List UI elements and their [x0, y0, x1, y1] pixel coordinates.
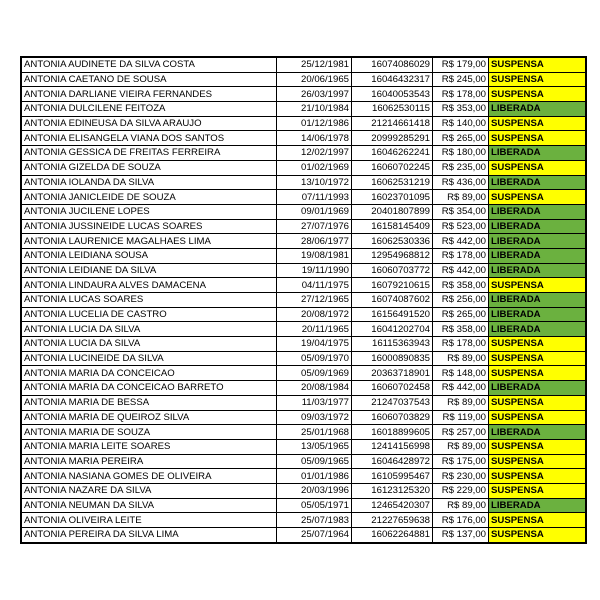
table-row [22, 146, 586, 161]
name-cell: ANTONIA MARIA DE BESSA [22, 395, 277, 410]
table-row [22, 410, 586, 425]
table-row [22, 116, 586, 131]
status-cell: LIBERADA [489, 263, 586, 278]
amount-cell: R$ 179,00 [433, 58, 489, 73]
birth-date-cell: 19/08/1981 [277, 248, 352, 263]
code-cell: 16060702245 [352, 160, 433, 175]
name-cell: ANTONIA MARIA DE QUEIROZ SILVA [22, 410, 277, 425]
name-cell: ANTONIA MARIA PEREIRA [22, 454, 277, 469]
amount-cell: R$ 89,00 [433, 351, 489, 366]
amount-cell: R$ 175,00 [433, 454, 489, 469]
amount-cell: R$ 245,00 [433, 72, 489, 87]
birth-date-cell: 19/11/1990 [277, 263, 352, 278]
amount-cell: R$ 178,00 [433, 248, 489, 263]
status-cell: SUSPENSA [489, 395, 586, 410]
status-cell: LIBERADA [489, 175, 586, 190]
birth-date-cell: 05/09/1970 [277, 351, 352, 366]
amount-cell: R$ 137,00 [433, 528, 489, 543]
name-cell: ANTONIA GIZELDA DE SOUZA [22, 160, 277, 175]
amount-cell: R$ 229,00 [433, 483, 489, 498]
code-cell: 16062530336 [352, 234, 433, 249]
table-row [22, 498, 586, 513]
table-row [22, 219, 586, 234]
birth-date-cell: 28/06/1977 [277, 234, 352, 249]
amount-cell: R$ 235,00 [433, 160, 489, 175]
status-cell: SUSPENSA [489, 337, 586, 352]
birth-date-cell: 14/06/1978 [277, 131, 352, 146]
birth-date-cell: 26/03/1997 [277, 87, 352, 102]
status-cell: SUSPENSA [489, 190, 586, 205]
status-cell: LIBERADA [489, 498, 586, 513]
table-frame [20, 56, 587, 544]
name-cell: ANTONIA AUDINETE DA SILVA COSTA [22, 58, 277, 73]
name-cell: ANTONIA LAURENICE MAGALHAES LIMA [22, 234, 277, 249]
code-cell: 16040053543 [352, 87, 433, 102]
birth-date-cell: 20/03/1996 [277, 483, 352, 498]
amount-cell: R$ 265,00 [433, 307, 489, 322]
status-cell: LIBERADA [489, 219, 586, 234]
amount-cell: R$ 89,00 [433, 395, 489, 410]
code-cell: 16023701095 [352, 190, 433, 205]
birth-date-cell: 25/07/1964 [277, 528, 352, 543]
name-cell: ANTONIA LEIDIANE DA SILVA [22, 263, 277, 278]
table-row [22, 337, 586, 352]
amount-cell: R$ 436,00 [433, 175, 489, 190]
name-cell: ANTONIA JUSSINEIDE LUCAS SOARES [22, 219, 277, 234]
birth-date-cell: 25/12/1981 [277, 58, 352, 73]
status-cell: SUSPENSA [489, 528, 586, 543]
status-cell: SUSPENSA [489, 116, 586, 131]
amount-cell: R$ 180,00 [433, 146, 489, 161]
code-cell: 21247037543 [352, 395, 433, 410]
code-cell: 12465420307 [352, 498, 433, 513]
spreadsheet [20, 56, 584, 547]
amount-cell: R$ 89,00 [433, 439, 489, 454]
table-row [22, 263, 586, 278]
status-cell: SUSPENSA [489, 469, 586, 484]
birth-date-cell: 20/11/1965 [277, 322, 352, 337]
code-cell: 16046262241 [352, 146, 433, 161]
name-cell: ANTONIA DARLIANE VIEIRA FERNANDES [22, 87, 277, 102]
birth-date-cell: 01/12/1986 [277, 116, 352, 131]
amount-cell: R$ 442,00 [433, 381, 489, 396]
status-cell: LIBERADA [489, 146, 586, 161]
status-cell: SUSPENSA [489, 351, 586, 366]
status-cell: LIBERADA [489, 425, 586, 440]
amount-cell: R$ 89,00 [433, 498, 489, 513]
name-cell: ANTONIA NAZARE DA SILVA [22, 483, 277, 498]
birth-date-cell: 07/11/1993 [277, 190, 352, 205]
name-cell: ANTONIA LEIDIANA SOUSA [22, 248, 277, 263]
birth-date-cell: 04/11/1975 [277, 278, 352, 293]
table-row [22, 439, 586, 454]
name-cell: ANTONIA GESSICA DE FREITAS FERREIRA [22, 146, 277, 161]
table-body [22, 58, 586, 543]
amount-cell: R$ 119,00 [433, 410, 489, 425]
data-table [21, 57, 586, 543]
table-row [22, 204, 586, 219]
birth-date-cell: 01/02/1969 [277, 160, 352, 175]
code-cell: 16041202704 [352, 322, 433, 337]
name-cell: ANTONIA IOLANDA DA SILVA [22, 175, 277, 190]
code-cell: 12954968812 [352, 248, 433, 263]
birth-date-cell: 13/10/1972 [277, 175, 352, 190]
birth-date-cell: 05/09/1965 [277, 454, 352, 469]
table-row [22, 160, 586, 175]
table-row [22, 190, 586, 205]
name-cell: ANTONIA MARIA DE SOUZA [22, 425, 277, 440]
birth-date-cell: 20/08/1984 [277, 381, 352, 396]
code-cell: 21227659638 [352, 513, 433, 528]
birth-date-cell: 20/08/1972 [277, 307, 352, 322]
birth-date-cell: 19/04/1975 [277, 337, 352, 352]
name-cell: ANTONIA CAETANO DE SOUSA [22, 72, 277, 87]
code-cell: 16060703829 [352, 410, 433, 425]
table-row [22, 469, 586, 484]
birth-date-cell: 11/03/1977 [277, 395, 352, 410]
amount-cell: R$ 140,00 [433, 116, 489, 131]
name-cell: ANTONIA OLIVEIRA LEITE [22, 513, 277, 528]
amount-cell: R$ 354,00 [433, 204, 489, 219]
status-cell: SUSPENSA [489, 58, 586, 73]
name-cell: ANTONIA NEUMAN DA SILVA [22, 498, 277, 513]
name-cell: ANTONIA JANICLEIDE DE SOUZA [22, 190, 277, 205]
name-cell: ANTONIA NASIANA GOMES DE OLIVEIRA [22, 469, 277, 484]
code-cell: 20999285291 [352, 131, 433, 146]
table-row [22, 307, 586, 322]
code-cell: 16105995467 [352, 469, 433, 484]
table-row [22, 87, 586, 102]
code-cell: 16074087602 [352, 293, 433, 308]
code-cell: 21214661418 [352, 116, 433, 131]
table-row [22, 72, 586, 87]
status-cell: SUSPENSA [489, 87, 586, 102]
name-cell: ANTONIA LUCELIA DE CASTRO [22, 307, 277, 322]
table-row [22, 454, 586, 469]
status-cell: LIBERADA [489, 234, 586, 249]
name-cell: ANTONIA LUCAS SOARES [22, 293, 277, 308]
table-row [22, 102, 586, 117]
status-cell: LIBERADA [489, 102, 586, 117]
table-row [22, 381, 586, 396]
birth-date-cell: 21/10/1984 [277, 102, 352, 117]
amount-cell: R$ 358,00 [433, 278, 489, 293]
status-cell: SUSPENSA [489, 483, 586, 498]
table-row [22, 175, 586, 190]
code-cell: 16123125320 [352, 483, 433, 498]
birth-date-cell: 05/05/1971 [277, 498, 352, 513]
code-cell: 16074086029 [352, 58, 433, 73]
code-cell: 16115363943 [352, 337, 433, 352]
name-cell: ANTONIA MARIA DA CONCEICAO [22, 366, 277, 381]
table-row [22, 58, 586, 73]
amount-cell: R$ 358,00 [433, 322, 489, 337]
status-cell: LIBERADA [489, 204, 586, 219]
table-row [22, 395, 586, 410]
status-cell: LIBERADA [489, 248, 586, 263]
birth-date-cell: 01/01/1986 [277, 469, 352, 484]
name-cell: ANTONIA PEREIRA DA SILVA LIMA [22, 528, 277, 543]
code-cell: 20363718901 [352, 366, 433, 381]
status-cell: SUSPENSA [489, 278, 586, 293]
table-row [22, 278, 586, 293]
name-cell: ANTONIA DULCILENE FEITOZA [22, 102, 277, 117]
code-cell: 16158145409 [352, 219, 433, 234]
table-row [22, 293, 586, 308]
birth-date-cell: 05/09/1969 [277, 366, 352, 381]
table-row [22, 234, 586, 249]
table-row [22, 322, 586, 337]
birth-date-cell: 09/03/1972 [277, 410, 352, 425]
name-cell: ANTONIA JUCILENE LOPES [22, 204, 277, 219]
code-cell: 16046428972 [352, 454, 433, 469]
birth-date-cell: 20/06/1965 [277, 72, 352, 87]
name-cell: ANTONIA LINDAURA ALVES DAMACENA [22, 278, 277, 293]
table-row [22, 513, 586, 528]
code-cell: 16060702458 [352, 381, 433, 396]
status-cell: LIBERADA [489, 307, 586, 322]
birth-date-cell: 27/12/1965 [277, 293, 352, 308]
status-cell: SUSPENSA [489, 410, 586, 425]
status-cell: SUSPENSA [489, 439, 586, 454]
amount-cell: R$ 148,00 [433, 366, 489, 381]
code-cell: 16060703772 [352, 263, 433, 278]
table-row [22, 131, 586, 146]
amount-cell: R$ 257,00 [433, 425, 489, 440]
amount-cell: R$ 178,00 [433, 337, 489, 352]
table-row [22, 528, 586, 543]
amount-cell: R$ 442,00 [433, 234, 489, 249]
code-cell: 16018899605 [352, 425, 433, 440]
name-cell: ANTONIA LUCINEIDE DA SILVA [22, 351, 277, 366]
table-row [22, 351, 586, 366]
code-cell: 16079210615 [352, 278, 433, 293]
name-cell: ANTONIA ELISANGELA VIANA DOS SANTOS [22, 131, 277, 146]
status-cell: SUSPENSA [489, 454, 586, 469]
status-cell: SUSPENSA [489, 513, 586, 528]
birth-date-cell: 13/05/1965 [277, 439, 352, 454]
amount-cell: R$ 230,00 [433, 469, 489, 484]
birth-date-cell: 25/01/1968 [277, 425, 352, 440]
birth-date-cell: 25/07/1983 [277, 513, 352, 528]
table-row [22, 248, 586, 263]
table-row [22, 425, 586, 440]
status-cell: LIBERADA [489, 381, 586, 396]
name-cell: ANTONIA MARIA LEITE SOARES [22, 439, 277, 454]
status-cell: SUSPENSA [489, 366, 586, 381]
amount-cell: R$ 256,00 [433, 293, 489, 308]
birth-date-cell: 12/02/1997 [277, 146, 352, 161]
code-cell: 12414156998 [352, 439, 433, 454]
name-cell: ANTONIA MARIA DA CONCEICAO BARRETO [22, 381, 277, 396]
status-cell: SUSPENSA [489, 72, 586, 87]
table-row [22, 483, 586, 498]
status-cell: SUSPENSA [489, 160, 586, 175]
amount-cell: R$ 265,00 [433, 131, 489, 146]
amount-cell: R$ 176,00 [433, 513, 489, 528]
table-row [22, 366, 586, 381]
amount-cell: R$ 523,00 [433, 219, 489, 234]
amount-cell: R$ 442,00 [433, 263, 489, 278]
amount-cell: R$ 353,00 [433, 102, 489, 117]
name-cell: ANTONIA EDINEUSA DA SILVA ARAUJO [22, 116, 277, 131]
status-cell: LIBERADA [489, 293, 586, 308]
status-cell: SUSPENSA [489, 131, 586, 146]
code-cell: 16046432317 [352, 72, 433, 87]
code-cell: 16062530115 [352, 102, 433, 117]
name-cell: ANTONIA LUCIA DA SILVA [22, 337, 277, 352]
code-cell: 16000890835 [352, 351, 433, 366]
code-cell: 16062264881 [352, 528, 433, 543]
amount-cell: R$ 89,00 [433, 190, 489, 205]
birth-date-cell: 09/01/1969 [277, 204, 352, 219]
code-cell: 20401807899 [352, 204, 433, 219]
birth-date-cell: 27/07/1976 [277, 219, 352, 234]
code-cell: 16156491520 [352, 307, 433, 322]
status-cell: LIBERADA [489, 322, 586, 337]
code-cell: 16062531219 [352, 175, 433, 190]
amount-cell: R$ 178,00 [433, 87, 489, 102]
name-cell: ANTONIA LUCIA DA SILVA [22, 322, 277, 337]
